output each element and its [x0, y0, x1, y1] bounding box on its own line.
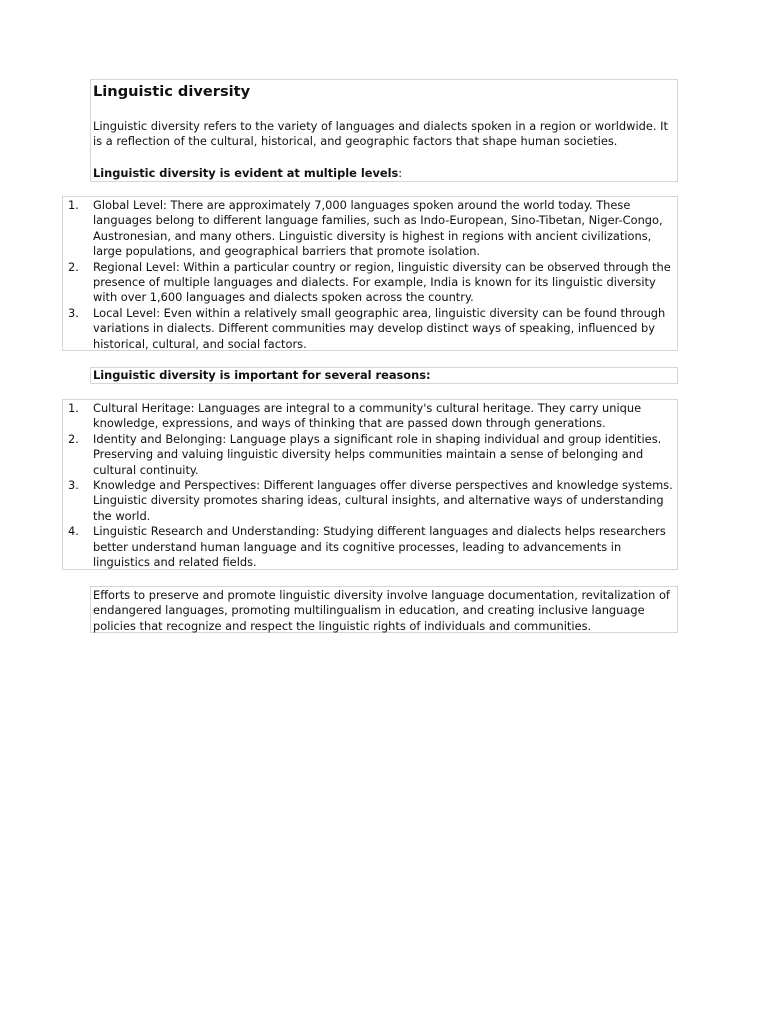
levels-list [63, 198, 677, 352]
intro-box [90, 79, 678, 182]
list-item-text: Global Level: There are approximately 7,000 languages spoken around the world today. These languages belong to different language families, such as Indo-European, Sino-Tibetan, Niger-Congo, Austronesian, and many others. Linguistic diversity is highest in regions with ancient civilizations, large populations, and geographical barriers that promote isolation. [93, 198, 663, 259]
list-item [63, 198, 677, 260]
list-item [63, 432, 677, 478]
levels-heading-colon: : [398, 165, 403, 180]
list-item-number: 2. [68, 259, 79, 274]
list-item-text: Knowledge and Perspectives: Different languages offer diverse perspectives and knowledge systems. Linguistic diversity promotes sharing ideas, cultural insights, and alternative ways of understanding the world. [93, 478, 673, 523]
list-item [63, 306, 677, 352]
efforts-paragraph: Efforts to preserve and promote linguistic diversity involve language documentation, revitalization of endangered languages, promoting multilingualism in education, and creating inclusive language policies that recognize and respect the linguistic rights of individuals and communities. [90, 586, 678, 633]
reasons-list [63, 401, 677, 570]
levels-heading [93, 166, 675, 181]
list-item [63, 524, 677, 570]
list-item-number: 3. [68, 478, 79, 493]
reasons-heading: Linguistic diversity is important for several reasons: [90, 367, 678, 384]
intro-paragraph: Linguistic diversity refers to the variety of languages and dialects spoken in a region or worldwide. It is a reflection of the cultural, historical, and geographic factors that shape human societies. [93, 119, 668, 149]
list-item-number: 3. [68, 305, 79, 320]
list-item-text: Local Level: Even within a relatively small geographic area, linguistic diversity can be found through variations in dialects. Different communities may develop distinct ways of speaking, influenced by historical, cultural, and social factors. [93, 305, 666, 351]
list-item-number: 1. [68, 198, 79, 212]
levels-list-box [62, 196, 678, 351]
levels-heading-text: Linguistic diversity is evident at multiple levels [93, 165, 399, 180]
document-title: Linguistic diversity [93, 83, 251, 100]
list-item-number: 1. [68, 401, 79, 415]
list-item-number: 2. [68, 431, 79, 446]
list-item-text: Cultural Heritage: Languages are integral to a community's cultural heritage. They carry unique knowledge, expressions, and ways of thinking that are passed down through generations. [93, 401, 642, 431]
list-item [63, 260, 677, 306]
list-item-text: Linguistic Research and Understanding: Studying different languages and dialects helps researchers better understand human language and its cognitive processes, leading to advancements in linguistics and related fields. [93, 524, 666, 570]
list-item-text: Regional Level: Within a particular country or region, linguistic diversity can be observed through the presence of multiple languages and dialects. For example, India is known for its linguistic diversity with over 1,600 languages and dialects spoken across the country. [93, 259, 671, 305]
list-item-number: 4. [68, 524, 79, 539]
list-item-text: Identity and Belonging: Language plays a significant role in shaping individual and group identities. Preserving and valuing linguistic diversity helps communities maintain a sense of belonging and cultural continuity. [93, 431, 662, 477]
list-item [63, 401, 677, 432]
reasons-list-box [62, 399, 678, 570]
list-item [63, 478, 677, 524]
